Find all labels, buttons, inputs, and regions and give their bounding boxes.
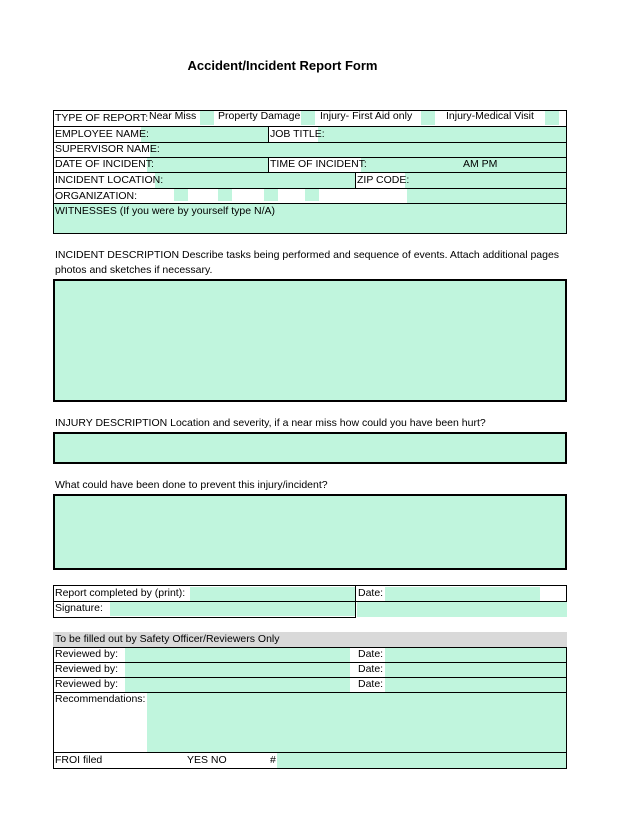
reviewed-by-input-1[interactable] bbox=[125, 648, 350, 662]
organization-other-input[interactable] bbox=[407, 189, 566, 203]
incident-description-textarea[interactable] bbox=[53, 279, 567, 402]
recommendations-textarea[interactable] bbox=[147, 693, 566, 752]
job-title-input[interactable] bbox=[318, 127, 566, 142]
froi-filed-label: FROI filed bbox=[55, 754, 103, 766]
time-of-incident-label: TIME OF INCIDENT: bbox=[270, 158, 367, 170]
review-date-input-1[interactable] bbox=[385, 648, 566, 662]
incident-location-input[interactable] bbox=[155, 173, 355, 188]
signature-label: Signature: bbox=[55, 602, 103, 614]
incident-description-instructions: INCIDENT DESCRIPTION Describe tasks being performed and sequence of events. Attach additional pages photos and sketches if necessary. bbox=[55, 249, 560, 276]
reviewed-by-label-3: Reviewed by: bbox=[55, 678, 119, 690]
option-first-aid-checkbox[interactable] bbox=[421, 111, 435, 125]
review-date-label-3: Date: bbox=[358, 678, 384, 690]
review-date-label-1: Date: bbox=[358, 648, 384, 660]
organization-checkbox-4[interactable] bbox=[305, 189, 319, 201]
organization-checkbox-2[interactable] bbox=[218, 189, 232, 201]
report-completed-by-label: Report completed by (print): bbox=[55, 587, 186, 599]
reviewed-by-label-1: Reviewed by: bbox=[55, 648, 119, 660]
reviewed-by-label-2: Reviewed by: bbox=[55, 663, 119, 675]
froi-number-label: # bbox=[270, 754, 276, 766]
incident-location-label: INCIDENT LOCATION: bbox=[55, 174, 164, 186]
completion-date-label: Date: bbox=[358, 587, 384, 599]
review-date-input-2[interactable] bbox=[385, 663, 566, 677]
signature-side-fill bbox=[357, 602, 567, 617]
organization-checkbox-3[interactable] bbox=[264, 189, 278, 201]
option-property-damage-checkbox[interactable] bbox=[301, 111, 315, 125]
reviewer-header: To be filled out by Safety Officer/Reviewers Only bbox=[55, 633, 280, 645]
prevention-instructions: What could have been done to prevent this injury/incident? bbox=[55, 479, 328, 491]
froi-number-input[interactable] bbox=[277, 753, 566, 768]
organization-checkbox-1[interactable] bbox=[174, 189, 188, 201]
organization-label: ORGANIZATION: bbox=[55, 190, 138, 202]
review-date-input-3[interactable] bbox=[385, 678, 566, 692]
date-of-incident-input[interactable] bbox=[147, 158, 268, 172]
injury-description-instructions: INJURY DESCRIPTION Location and severity, if a near miss how could you have been hurt? bbox=[55, 417, 486, 429]
date-of-incident-label: DATE OF INCIDENT: bbox=[55, 158, 154, 170]
option-medical-visit-checkbox[interactable] bbox=[545, 111, 559, 125]
witnesses-label: WITNESSES (If you were by yourself type N/A) bbox=[55, 205, 275, 217]
reviewed-by-input-3[interactable] bbox=[125, 678, 350, 692]
recommendations-label: Recommendations: bbox=[55, 693, 146, 705]
option-near-miss-label: Near Miss bbox=[149, 110, 197, 122]
supervisor-name-input[interactable] bbox=[150, 143, 566, 157]
option-medical-visit-label: Injury-Medical Visit bbox=[446, 110, 534, 122]
zip-code-input[interactable] bbox=[405, 173, 566, 188]
form-title: Accident/Incident Report Form bbox=[187, 58, 378, 73]
report-type-label: TYPE OF REPORT: bbox=[55, 112, 149, 124]
employee-name-label: EMPLOYEE NAME: bbox=[55, 128, 149, 140]
injury-description-textarea[interactable] bbox=[53, 432, 567, 464]
am-pm-toggle[interactable]: AM PM bbox=[463, 158, 498, 170]
froi-yes-no-toggle[interactable]: YES NO bbox=[187, 754, 227, 766]
prevention-textarea[interactable] bbox=[53, 494, 567, 570]
option-near-miss-checkbox[interactable] bbox=[200, 111, 214, 125]
zip-code-label: ZIP CODE: bbox=[357, 174, 410, 186]
option-property-damage-label: Property Damage bbox=[218, 110, 301, 122]
supervisor-name-label: SUPERVISOR NAME: bbox=[55, 143, 160, 155]
review-date-label-2: Date: bbox=[358, 663, 384, 675]
option-first-aid-label: Injury- First Aid only bbox=[320, 110, 413, 122]
employee-name-input[interactable] bbox=[141, 127, 268, 142]
reviewed-by-input-2[interactable] bbox=[125, 663, 350, 677]
job-title-label: JOB TITLE: bbox=[270, 128, 325, 140]
